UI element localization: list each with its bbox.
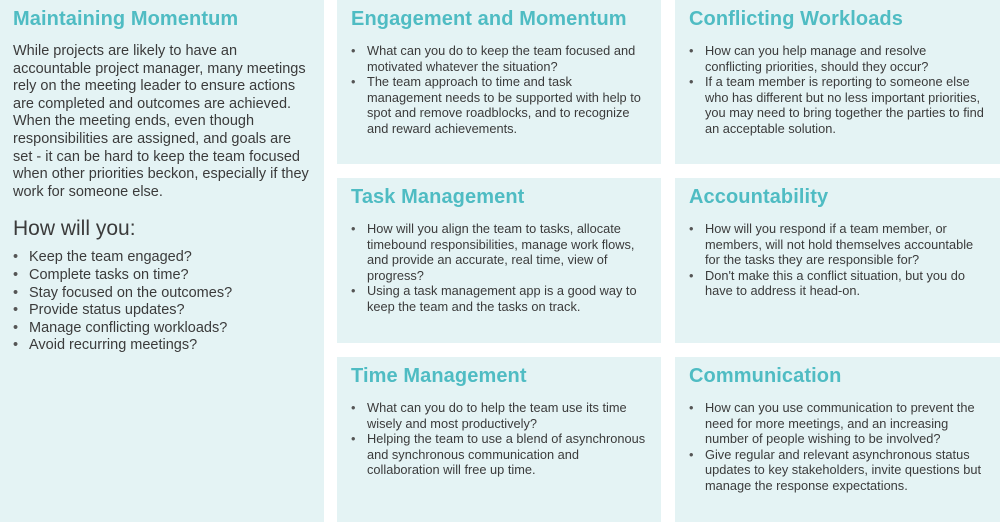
card-bullets [689, 400, 986, 494]
card-title: Task Management [351, 186, 525, 208]
card-bullet: • Give regular and relevant asynchronous status updates to key stakeholders, invite questions but manage the response expectations. [689, 446, 982, 493]
bullet-icon: • [13, 319, 19, 336]
bullet-icon: • [13, 302, 19, 319]
bullet-icon: • [13, 337, 19, 354]
bullet-icon: • [13, 249, 19, 266]
card-title: Conflicting Workloads [689, 8, 903, 30]
bullet-icon: • [13, 284, 19, 301]
how-will-you-heading: How will you: [13, 217, 136, 241]
card-bullet: • How can you use communication to prevent the need for more meetings, and an increasing number of people wishing to be involved? [689, 400, 975, 447]
bullet-icon: • [351, 74, 356, 90]
bullet-icon: • [689, 74, 694, 90]
card-bullets [689, 43, 986, 137]
card-title: Communication [689, 365, 842, 387]
card-bullets [351, 43, 647, 137]
card-bullet: • The team approach to time and task management needs to be supported with help to spot and remove roadblocks, and to recognize and reward achievements. [351, 74, 641, 136]
card-time-management [337, 357, 661, 522]
bullet-icon: • [13, 266, 19, 283]
card-bullet: • How can you help manage and resolve conflicting priorities, should they occur? [689, 43, 929, 74]
card-title: Time Management [351, 365, 527, 387]
bullet-icon: • [689, 43, 694, 58]
bullet-icon: • [689, 446, 694, 462]
card-bullets [351, 400, 647, 478]
card-bullet: • Don't make this a conflict situation, but you do have to address it head-on. [689, 267, 965, 299]
list-item: • Provide status updates? [13, 302, 185, 319]
list-item: • Manage conflicting workloads? [13, 319, 228, 336]
card-title: Engagement and Momentum [351, 8, 627, 30]
list-item: • Complete tasks on time? [13, 266, 189, 283]
bullet-icon: • [689, 400, 694, 415]
list-item: • Avoid recurring meetings? [13, 337, 198, 354]
card-task-management [337, 178, 661, 343]
bullet-icon: • [351, 283, 356, 299]
question-list [13, 249, 312, 355]
card-communication [675, 357, 1000, 522]
bullet-icon: • [351, 400, 356, 415]
panel-title: Maintaining Momentum [13, 8, 239, 30]
card-bullets [351, 221, 647, 315]
list-item: • Keep the team engaged? [13, 249, 192, 266]
maintaining-momentum-panel [0, 0, 324, 522]
card-bullet: • How will you align the team to tasks, allocate timebound responsibilities, manage work flows, and provide an accurate, real time, view of progress? [351, 221, 635, 283]
intro-paragraph: While projects are likely to have an accountable project manager, many meetings rely on the meeting leader to ensure actions are completed and outcomes are achieved. When the meeting ends, even though responsibilities are assigned, and goals are set - it can be hard to keep the team focused when other priorities beckon, especially if they work for someone else. [13, 43, 309, 200]
card-bullet: • How will you respond if a team member, or members, will not hold themselves accountable for the tasks they are responsible for? [689, 221, 974, 268]
card-bullet: • What can you do to help the team use its time wisely and most productively? [351, 400, 627, 431]
card-bullet: • What can you do to keep the team focused and motivated whatever the situation? [351, 43, 636, 74]
bullet-icon: • [351, 43, 356, 58]
bullet-icon: • [689, 267, 694, 283]
card-accountability [675, 178, 1000, 343]
list-item: • Stay focused on the outcomes? [13, 284, 233, 301]
card-engagement-and-momentum [337, 0, 661, 164]
bullet-icon: • [689, 221, 694, 236]
card-bullet: • Helping the team to use a blend of asynchronous and synchronous communication and collaboration will free up time. [351, 431, 646, 478]
card-bullets [689, 221, 986, 299]
card-title: Accountability [689, 186, 829, 208]
card-conflicting-workloads [675, 0, 1000, 164]
card-bullet: • Using a task management app is a good way to keep the team and the tasks on track. [351, 283, 637, 314]
bullet-icon: • [351, 431, 356, 447]
bullet-icon: • [351, 221, 356, 236]
card-bullet: • If a team member is reporting to someone else who has different but no less important priorities, you may need to bring together the parties to find an acceptable solution. [689, 74, 984, 136]
